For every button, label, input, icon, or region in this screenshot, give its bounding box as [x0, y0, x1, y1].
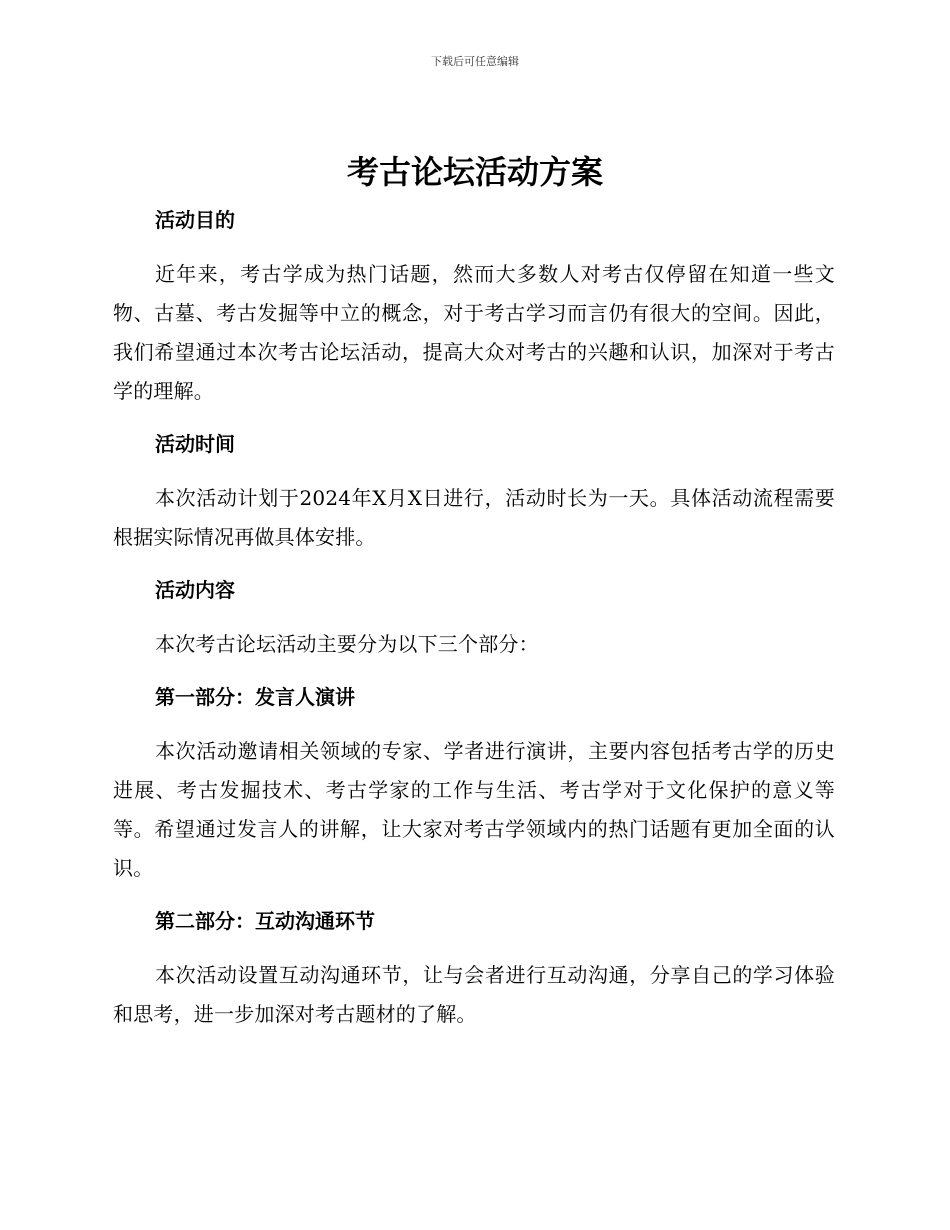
section-heading-time: 活动时间	[155, 432, 235, 456]
section-text-part1: 本次活动邀请相关领域的专家、学者进行演讲，主要内容包括考古学的历史进展、考古发掘技术、考古学家的工作与生活、考古学对于文化保护的意义等等。希望通过发言人的讲解，让大家对考古学领域内的热门话题有更加全面的认识。	[113, 739, 835, 880]
section-text-content: 本次考古论坛活动主要分为以下三个部分：	[155, 632, 539, 656]
document-body	[113, 205, 835, 1034]
header-note: 下载后可任意编辑	[431, 55, 519, 68]
section-heading-part2: 第二部分：互动沟通环节	[155, 909, 375, 933]
section-text-part2: 本次活动设置互动沟通环节，让与会者进行互动沟通，分享自己的学习体验和思考，进一步加深对考古题材的了解。	[113, 963, 835, 1026]
section-heading-part1: 第一部分：发言人演讲	[155, 685, 355, 709]
section-text-time: 本次活动计划于2024年X月X日进行，活动时长为一天。具体活动流程需要根据实际情况再做具体安排。	[113, 486, 835, 549]
section-heading-content: 活动内容	[155, 578, 235, 602]
page-title: 考古论坛活动方案	[346, 153, 603, 191]
section-heading-purpose: 活动目的	[155, 208, 235, 232]
section-text-purpose: 近年来，考古学成为热门话题，然而大多数人对考古仅停留在知道一些文物、古墓、考古发掘等中立的概念，对于考古学习而言仍有很大的空间。因此，我们希望通过本次考古论坛活动，提高大众对考古的兴趣和认识，加深对于考古学的理解。	[113, 262, 835, 403]
